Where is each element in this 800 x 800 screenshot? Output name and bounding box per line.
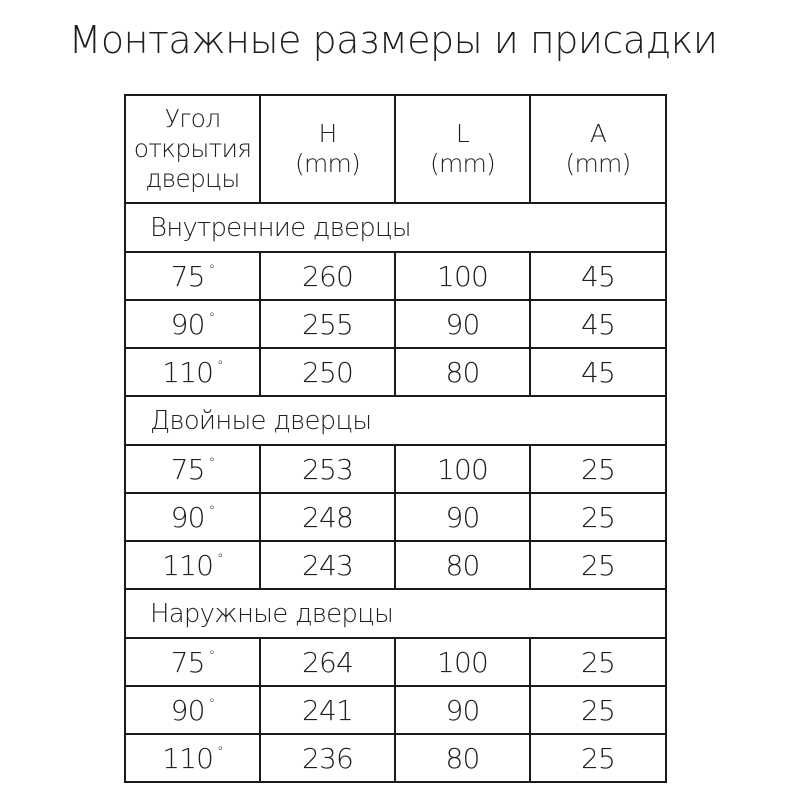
header-angle-line: Угол (164, 104, 221, 133)
h-value-cell: 260 (260, 252, 395, 300)
header-h (260, 95, 395, 203)
page-title: Монтажные размеры и присадки (68, 18, 718, 62)
angle-cell (125, 541, 260, 589)
angle-cell (125, 300, 260, 348)
mounting-dimensions-table (124, 94, 667, 783)
table-row (125, 734, 666, 782)
angle-value: 90 (170, 307, 205, 341)
h-value-cell: 248 (260, 493, 395, 541)
header-angle-line: дверцы (145, 164, 240, 193)
l-value-cell: 80 (395, 348, 530, 396)
l-value-cell: 80 (395, 734, 530, 782)
header-h-label: H (318, 119, 337, 148)
a-value-cell: 25 (530, 686, 666, 734)
l-value-cell: 90 (395, 493, 530, 541)
header-angle (125, 95, 260, 203)
table-row (125, 445, 666, 493)
section-title: Двойные дверцы (125, 396, 666, 445)
a-value-cell: 45 (530, 348, 666, 396)
h-value-cell: 253 (260, 445, 395, 493)
header-h-unit: (mm) (294, 149, 360, 178)
l-value-cell: 90 (395, 300, 530, 348)
angle-cell (125, 734, 260, 782)
table-row (125, 300, 666, 348)
a-value-cell: 45 (530, 252, 666, 300)
table-header-row (125, 95, 666, 203)
h-value-cell: 264 (260, 638, 395, 686)
angle-value: 90 (170, 693, 205, 727)
section-row (125, 203, 666, 252)
l-value-cell: 80 (395, 541, 530, 589)
a-value-cell: 25 (530, 493, 666, 541)
degree-mark: ° (208, 455, 215, 471)
table-row (125, 638, 666, 686)
degree-mark: ° (217, 551, 223, 567)
header-l (395, 95, 530, 203)
a-value-cell: 25 (530, 445, 666, 493)
angle-value: 90 (170, 500, 205, 534)
angle-value: 110 (162, 355, 214, 389)
degree-mark: ° (208, 503, 215, 519)
header-angle-line: открытия (133, 134, 252, 163)
header-a-unit: (mm) (565, 149, 631, 178)
angle-value: 110 (162, 741, 214, 775)
h-value-cell: 255 (260, 300, 395, 348)
table-row (125, 493, 666, 541)
header-a-label: A (589, 119, 607, 148)
degree-mark: ° (217, 744, 223, 760)
header-l-unit: (mm) (429, 149, 495, 178)
angle-cell (125, 686, 260, 734)
angle-value: 75 (170, 452, 205, 486)
angle-cell (125, 638, 260, 686)
a-value-cell: 45 (530, 300, 666, 348)
angle-cell (125, 493, 260, 541)
table-row (125, 348, 666, 396)
angle-cell (125, 252, 260, 300)
h-value-cell: 250 (260, 348, 395, 396)
a-value-cell: 25 (530, 638, 666, 686)
angle-value: 75 (170, 259, 205, 293)
section-title: Наружные дверцы (125, 589, 666, 638)
l-value-cell: 100 (395, 638, 530, 686)
h-value-cell: 243 (260, 541, 395, 589)
angle-cell (125, 445, 260, 493)
section-row (125, 396, 666, 445)
l-value-cell: 100 (395, 445, 530, 493)
section-row (125, 589, 666, 638)
h-value-cell: 236 (260, 734, 395, 782)
a-value-cell: 25 (530, 734, 666, 782)
header-l-label: L (455, 119, 470, 148)
a-value-cell: 25 (530, 541, 666, 589)
table-row (125, 541, 666, 589)
angle-value: 110 (162, 548, 214, 582)
table-row (125, 252, 666, 300)
degree-mark: ° (208, 696, 215, 712)
l-value-cell: 90 (395, 686, 530, 734)
header-a (530, 95, 666, 203)
l-value-cell: 100 (395, 252, 530, 300)
angle-value: 75 (170, 645, 205, 679)
degree-mark: ° (208, 648, 215, 664)
angle-cell (125, 348, 260, 396)
degree-mark: ° (208, 262, 215, 278)
degree-mark: ° (217, 358, 223, 374)
table-row (125, 686, 666, 734)
degree-mark: ° (208, 310, 215, 326)
section-title: Внутренние дверцы (125, 203, 666, 252)
h-value-cell: 241 (260, 686, 395, 734)
